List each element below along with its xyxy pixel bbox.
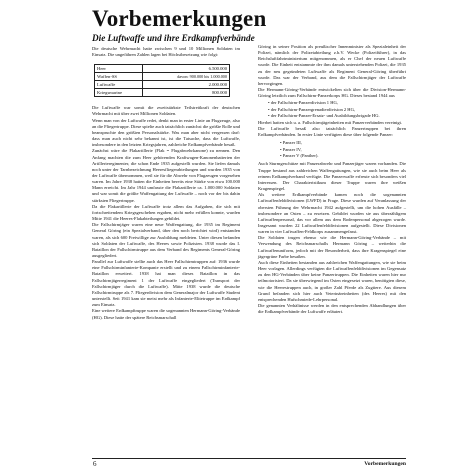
right-text-column	[258, 44, 406, 315]
table-cell-label: Luftwaffe	[95, 81, 143, 89]
list-item: • Panzer III,	[280, 140, 406, 146]
body-paragraph: Eine weitere Erdkampftruppe waren die sogenannten Hermann-Göring-Verbände (HG). Diese hatte der spätere Reichsmarschall	[92, 308, 240, 320]
body-paragraph: Die Fallschirmjäger waren eine neue Waffengattung, die 1935 im Regiment General Göring (ein Spezialverband, über den noch berichtet wird) entstanden waren, als sich 600 Freiwillige zur Ausbildung meldeten. Unter diesen befanden sich Soldaten der Luftwaffe, des Heeres sowie Polizisten. 1938 wurde das I. Bataillon der Fallschirmtruppe aus dem Verband des Regiments General-Göring ausgegliedert.	[92, 222, 240, 258]
table-cell-value: 2.000.000	[142, 81, 229, 89]
strength-table	[94, 64, 230, 97]
table-row	[95, 73, 230, 81]
table-cell-label: Heer	[95, 65, 143, 73]
table-row	[95, 81, 230, 89]
body-paragraph: Die Luftwaffe war somit die zweitstärkste Teilstreitkraft der deutschen Wehrmacht mit über zwei Millionen Soldaten.	[92, 105, 240, 117]
table-cell-value: 800.000	[142, 89, 229, 97]
table-cell-label: Kriegsmarine	[95, 89, 143, 97]
intro-paragraph: Die deutsche Wehrmacht hatte zwischen 9 und 10 Millionen Soldaten im Einsatz. Die ungefähren Zahlen lagen bei Höchstbesetzung wie folgt:	[92, 46, 240, 58]
footer-rule-left	[92, 458, 258, 459]
corps-unit-list	[268, 100, 406, 118]
section-subtitle: Die Luftwaffe und ihre Erdkampfverbände	[92, 33, 255, 43]
body-paragraph: Auch diese Einheiten bestanden aus zahlreichen Waffengattungen, wie sie beim Heer vorlagen. Allerdings verfügten die Luftwaffenfelddivisionen im Gegensatz zu den HG-Verbänden über keine Panzertruppen. Die Einheiten waren hier nur teilmotorisiert. Da sie überwiegend im Osten eingesetzt waren, benötigten diese, wie die Heerestruppen auch, in großer Zahl Pferde als Zugtiere. Aus diesem Grund befanden sich hier auch Veterinäreinheiten (des Heeres) mit den entsprechenden Hufschmiede-Lehrpersonal.	[258, 259, 406, 302]
table-row	[95, 89, 230, 97]
list-item: • der Fallschirm-Panzer-Ersatz- und Ausbildungsbrigade HG.	[268, 113, 406, 119]
list-item: • der Fallschirm-Panzergrenadierdivision 2 HG,	[268, 107, 406, 113]
page-number: 6	[93, 460, 97, 468]
body-paragraph: Die Luftwaffe besaß also tatsächlich Panzertruppen bei ihren Erdkampfverbänden. In erster Linie verfügten diese über folgende Panzer:	[258, 126, 406, 138]
running-head: Vorbemerkungen	[364, 461, 406, 467]
list-item: • Panzer V (Panther).	[280, 153, 406, 159]
body-paragraph: Parallel zur Luftwaffe stellte auch das Heer Fallschirmtruppen auf: 1936 wurde eine Fallschirminfanterie-Kompanie erstellt und zu einem Fallschirminfanterie-Bataillon erweitert. 1938 hat man dieses Bataillon in das Fallschirmjägerregiment 1 der Luftwaffe eingegliedert (Transport der Fallschirmjäger durch die Luftwaffe). Mitte 1938 wurde die deutsche Fallschirmtruppe als 7. Fliegerdivision dem Generalmajor der Luftwaffe Student unterstellt. Seit 1941 kam sie meist mehr als Infanterie-Elitetruppe im Erdkampf zum Einsatz.	[92, 259, 240, 308]
footer-rule-right	[258, 458, 406, 459]
table-cell-label: Waffen-SS	[95, 73, 143, 81]
body-paragraph: Hierbei hatten sich u. a. Fallschirmjägeinheiten mit Panzerverbänden vereinigt.	[258, 119, 403, 125]
body-paragraph: Da die Flakartillerie der Luftwaffe trotz allem das Aufgaben, die sich mit fortschreitendem Kriegsgeschehen ergaben, nicht mehr erfüllen konnte, wurden Mitte 1941 die Heeres-Flakabteilungen gebildet.	[92, 203, 240, 222]
body-paragraph: Die genannten Verhältnisse werden in den entsprechenden Abhandlungen über die Erdkampfverbände der Luftwaffe erläutert.	[258, 303, 406, 315]
body-paragraph: Wenn man von der Luftwaffe redet, denkt man in erster Linie an Flugzeuge, also an die Fliegertruppe. Diese spielte auch tatsächlich zunächst die größte Rolle und beanspruchte den größten Personalstärke. Was man aber nicht vergessen darf: dass man auch nicht sehr bekannt ist, ist die Tatsache, dass die Luftwaffe, insbesondere in den letzten Kriegsjahren, zahlreiche Erdkampfverbände besaß.	[92, 117, 240, 148]
body-paragraph: Die Soldaten trugen ebenso wie die Hermann-Göring-Verbände – mit Verwendung des Reichsmarschalls Hermann Göring – weiterhin die Luftwaffenuniform, jedoch mit der Besonderheit, dass ihre Kragenspiegel eine jägergrüne Farbe besaßen.	[258, 235, 406, 259]
body-paragraph: Zunächst wäre die Flakartillerie (Flak = Flugabwehrkanone) zu nennen. Den Anfang machten die zum Heer gehörenden Kraftwagen-Kanonenbatterien der Artillerieregimenter, die schon Ende 1935 aufgestellt wurden. Sie liefen damals noch unter der Tarnbezeichnung Heeresfliegerabteilungen und wurden 1935 von der Luftwaffe übernommen, weil sie für die Abwehr von Flugzeugen vorgesehen waren. Im Jahre 1938 hatten die Einheiten bereits eine Stärke von etwa 100.000 Mann erreicht. Im Jahr 1944 umfasste die Flakartillerie ca. 1.000.000 Soldaten und war somit die größte Waffengattung der Luftwaffe – noch vor der bis dahin stärksten Fliegertruppe.	[92, 148, 240, 203]
body-paragraph: Göring in seiner Position als preußischer Innenminister als Spezialeinheit der Polizei, nämlich der Polizeiabteilung z.b.V. Wecke (Polizeiführer), in das Reichsluftfahrtministerium mitgenommen, als er Chef der neuen Luftwaffe wurde. Die Einheit entstammte der ihm damals unterstehenden Polizei, die 1935 zu der neu gegründeten Luftwaffe als Regiment General-Göring überführt wurde. Das war der Verband, aus dem die Fallschirmjäger der Luftwaffe hervorgingen.	[258, 44, 406, 86]
table-row	[95, 65, 230, 73]
tank-list	[280, 140, 406, 159]
left-text-column	[92, 46, 240, 321]
body-paragraph: Als weitere Erdkampfverbände kamen noch die sogenannten Luftwaffenfelddivisionen (LWFD) in Frage. Diese wurden auf Veranlassung der obersten Führung der Wehrmacht 1942 aufgestellt, um die hohen Ausfälle – insbesondere an Osten – zu ersetzen. Gebildet wurden sie aus überzähligem Luftwaffenpersonal, das vor allem aus dem Bodenpersonal abgezogen wurde. Insgesamt wurden 22 Luftwaffenfelddivisionen aufgestellt. Diese Divisionen waren in vier Luftwaffen-Feldkorps zusammengefasst.	[258, 192, 406, 235]
page-title: Vorbemerkungen	[92, 6, 267, 31]
table-cell-value: davon: 900.000 bis 1.000.000	[142, 73, 229, 81]
list-item: • Panzer IV,	[280, 147, 406, 153]
list-item: • der Fallschirm-Panzerdivision 1 HG,	[268, 100, 406, 106]
body-paragraph: Auch Sturmgeschütze mit Panzerabwehr und Panzerjäger waren vorhanden. Die Truppe bestand aus zahlreichen Waffengattungen, wie sie auch beim Heer als reinem Erdkampfverband verfügte. Die Panzerwaffe erfreute sich besonders viel Interessen. Der Charakteristikum dieser Truppe waren ihre weißen Kragenspiegel.	[258, 161, 406, 192]
body-paragraph: Die Hermann-Göring-Verbände entwickelten sich über die Division-Hermann-Göring letztlich zum Fallschirm-Panzerkorps HG. Dieses bestand 1944 aus	[258, 87, 406, 99]
table-cell-value: 6.500.000	[142, 65, 229, 73]
